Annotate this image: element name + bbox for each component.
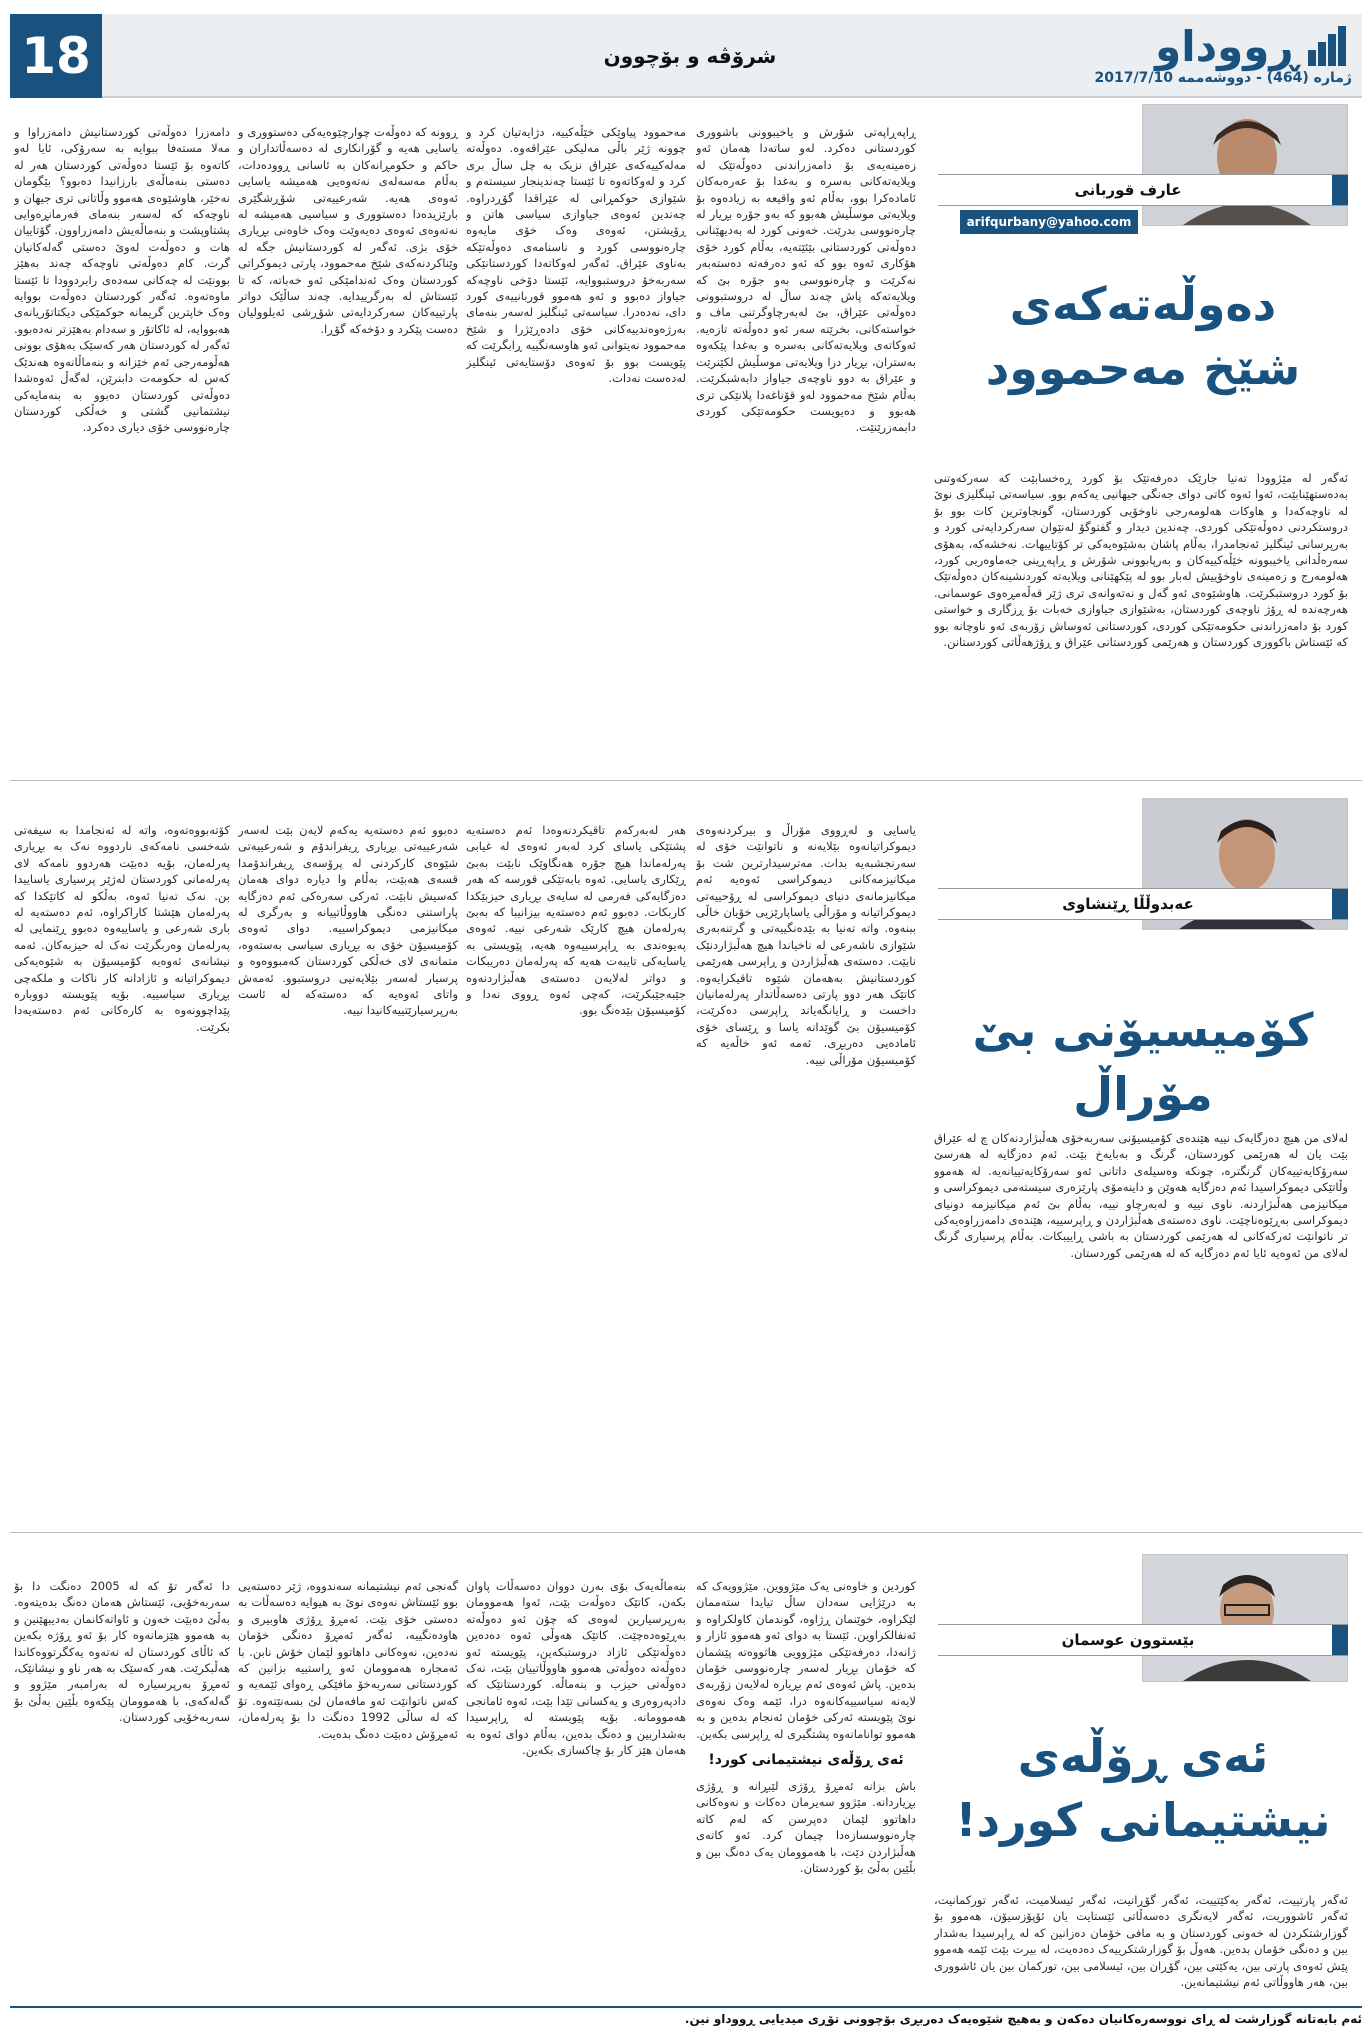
article-3-column-a-text-2: باش بزانە ئەمڕۆ ڕۆژی لێبڕانە و ڕۆژی بڕیاردانە. مێژوو سەیرمان دەکات و نەوەکانی داهاتوو لێمان دەپرسن کە لەم کاتە چارەنووسسازەدا چیمان کرد. ئەو کاتەی هەڵبژاردن دێت، با هەموومان یەک دەنگ بین و بڵێین بەڵێ بۆ کوردستان. [696, 1779, 916, 1876]
headline-1-line-2: شێخ مەحموود [985, 341, 1301, 395]
author-name-2: عەبدوڵڵا ڕێنشاوی [1062, 895, 1194, 913]
article-2-intro: لەلای من هیچ دەزگایەک نییە هێندەی کۆمیسیۆنی سەربەخۆی هەڵبژاردنەکان چ لە عێراق بێت یان لە هەرێمی کوردستان، گرنگ و بەبایەخ بێت. ئەم دەزگایە لە هەرسێ سەرۆکایەتییەکان گرنگترە، چونکە وەسیلەی داتانی ئەو سەرۆکایەتییانەیە. لە هەموو وڵاتێکی دیموکراسیدا ئەم دەزگایە هەوێن و داینەمۆی پارێزەری سیستەمی دیموکراسی و میکانیزمی هەڵبژاردنە. ناوی نییە و لەبەرچاو نییە، بەڵام بێ ئەم میکانیزمە دونیای دیموکراسی بەڕێوەناچێت. ناوی دەستەی هەڵبژاردن و ڕاپرسییە، هێندەی دامەزراوەیەکی تر ناتوانێت ئەرکەکانی لە هەرێمی کوردستان بە باشی ڕاییبکات. بەڵام پرسیاری گرنگ لەلای من ئەوەیە ئایا ئەم دەزگایە کە لە هەرێمی کوردستان. [934, 1131, 1348, 1260]
author-bar-1 [938, 174, 1348, 206]
logo-rays-icon [1304, 22, 1352, 70]
author-marker-icon [1332, 175, 1348, 205]
author-photo-1 [1142, 104, 1348, 226]
author-marker-icon [1332, 889, 1348, 919]
article-2-column-c: دەبوو ئەم دەستەیە یەکەم لایەن بێت لەسەر شەرعییەتی بڕیاری ڕیفراندۆم و شەرعییەتی شێوەی کارکردنی لە پرۆسەی ڕیفراندۆمدا قسەی هەبێت، بەڵام وا دیارە دوای هەمان کەسیش نابێت. ئەرکی سەرەکی ئەم دەزگایە پاراستنی دەنگی هاووڵاتییانە و بەرگری لە میکانیزمی دیموکراسییە. دوای ئەوەی کۆمیسیۆن خۆی بە بڕیاری سیاسی بەستەوە، متمانەی لای خەڵکی کوردستان کەمبووەوە و پرسیار لەسەر بێلایەنیی دروستبوو. ئەمەش واتای ئەوەیە کە دەستەکە لە ئاست بەرپرسیارێتییەکانیدا نییە. [238, 823, 458, 1018]
article-divider-2 [10, 1532, 1362, 1533]
masthead [0, 0, 1372, 104]
section-title: شرۆڤە و بۆچوون [603, 44, 777, 68]
article-3-intro: ئەگەر پارتییت، ئەگەر یەکێتییت، ئەگەر گۆڕانیت، ئەگەر ئیسلامیت، ئەگەر تورکمانیت، ئەگەر ئاشووریت، ئەگەر لایەنگری دەسەڵاتی ئێستایت یان ئۆپۆزسیۆن، هەموو بۆ گوزارشتکردن لە خەونی کوردستان و بە مافی خۆمان دەزانین کە لە ڕاپرسیدا بەشدار بین و دەنگی خۆمان بدەین. هەوڵ بۆ گوزارشتکرییەک دەدەیت، لە بیرت بێت ئێمە هەموو پێش ئەوەی پارتی بین، یەکێتی بین، گۆڕان بین، ئیسلامی بین، تورکمان بین یان ئاشووری بین، هەر هاووڵاتی ئەم نیشتیمانەین. [934, 1893, 1348, 1990]
article-3-column-c: گەنجی ئەم نیشتیمانە سەندووە، ژێر دەستەیی بوو ئێستاش نەوەی نوێ بە هیوایە دەسەڵات بە دەستی خۆی بێت. ئەمڕۆ ڕۆژی هاوبیری و هاودەنگییە، ئەگەر ئەمڕۆ دەنگی خۆمان نەدەین، نەوەکانی داهاتوو لێمان خۆش نابن. با ئەمجارە هەموومان ئەو ڕاستییە بزانین کە کوردستانی سەربەخۆ مافێکی ڕەوای ئێمەیە و کەس ناتوانێت ئەو مافەمان لێ بسەنێتەوە. تۆ کە لە ساڵی 1992 دەنگت دا بۆ پەرلەمان، ئەمڕۆش دەبێت دەنگ بدەیت. [238, 1579, 458, 1741]
author-email-1[interactable]: arifqurbany@yahoo.com [960, 210, 1138, 234]
headline-1 [938, 272, 1348, 400]
article-3-subhead: ئەی ڕۆڵەی نیشتیمانی کورد! [708, 1752, 904, 1769]
article-1-column-a: ڕاپەڕاپەتی شۆرش و یاخیبوونی باشووری کوردستانی دەکرد. لەو ساتەدا هەمان ئەو زەمینەیەی بۆ دامەزراندنی دەوڵەتێک لە ویلایەتەکانی بەسرە و بەغدا بۆ عەرەبەکان ئامادەکرا بوو، بەڵام ئەو واقیعە بە زیادەوە بۆ ویلایەتی موسڵیش هەبوو کە بەو جۆرە بڕیار لە چارەنووسی بدرێت. خەونی کورد لە بەدیهێنانی دەوڵەتی کوردستانی بێئێتەیە، بەڵام کورد خۆی هۆکاری ئەوە بوو کە ئەو دەرفەتە دەستەبەر نەکرێت و چارەنووسی بەو جۆرە بێ کە ویلایەتەکە پاش چەند ساڵ لە دروستبوونی دەوڵەتی عێراق، بێ لەبەرچاوگرتنی ماف و خواستەکانی، بخرێتە سەر ئەو دەوڵەتە تازەیە. ئەوکاتەی ویلایەتەکانی بەسرە و بەغدا پێکەوە بەستران، بڕیار درا ویلایەتی موسڵیش لکێنرێت و عێراق بە دوو ناوچەی جیاواز دابەشبکرێت. بەڵام شێخ مەحموود لەو قۆناغەدا پلانێکی تری هەبوو و دەیویست حکومەتێکی کوردی دابمەزرێنێت. [696, 125, 916, 435]
article-2-column-d: کۆتەبووەتەوە، واتە لە ئەنجامدا بە سیفەتی شەخسی نامەکەی ناردووە نەک بە بڕیاری پەرلەمان، بۆیە دەبێت هەردوو نامەکە لای پەرلەمانی کوردستان لەژێر پرسیاری یاساییدا بن. نەک تەنیا ئەوە، بەڵکو لە کاتێکدا کە پەرلەمان هێشتا کاراکراوە، ئەم دەستەیە لە باری شەرعی و یاساییەوە دەبوو ڕێنمایی لە پەرلەمان وەربگرێت نەک لە حیزبەکان. ئەمە نیشانەی ئەوەیە کۆمیسیۆن بە شێوەیەکی دیموکراتیانە و ئازادانە کار ناکات و ملکەچی بڕیاری سیاسییە. بۆیە پێویستە دووبارە پێداچوونەوە بە کارەکانی ئەم دەستەیەدا بکرێت. [14, 823, 230, 1034]
author-photo-3 [1142, 1554, 1348, 1682]
author-bar-3 [938, 1624, 1348, 1656]
headline-1-line-1: دەوڵەتەکەی [1009, 277, 1277, 331]
headline-2: کۆمیسیۆنی بێ مۆراڵ [972, 1003, 1314, 1121]
page-footer: ئەم بابەتانە گوزارشت لە ڕای نووسەرەکانیان دەکەن و بەهیچ شێوەیەک دەربڕی بۆچوونی تۆڕی میدیایی ڕووداو نین. [10, 2006, 1362, 2030]
rudaw-logo [1155, 20, 1352, 72]
article-1-column-c: ڕوونە کە دەوڵەت چوارچێوەیەکی دەستووری و یاسایی هەیە و گۆرانکاری لە دەسەڵاتداران و حاکم و حکومڕانەکان بە ئاسانی ڕوودەدات، بەڵام مەسەلەی نەتەوەیی هەمیشە یاسایی ئەوەی هەیە. شەرعییەتی شۆڕشگێری بارێزیدەدا دەستووری و سیاسیی هەمیشە لە نەتەوەی ئەوەی دەیەوێت وەک خاوەنی بڕیاری خۆی بژی. ئەگەر لە کوردستانیش جگە لە وێناکردنەکەی شێخ مەحموود، پارتی دیموکراتی کوردستان وەک ئەندامێکی ئەو خەباتە، کە تا ئێستاش لە بەرگرییدایە. چەند ساڵێک دواتر پارتییەکان سەرکردایەتی شۆڕشی ئەیلوولیان دەست پێکرد و دۆخەکە گۆڕا. [238, 125, 458, 336]
author-name-1: عارف قوربانی [1074, 181, 1182, 199]
article-2-column-a: یاسایی و لەڕووی مۆراڵ و بیرکردنەوەی دیموکراتیانەوە بێلایەنە و ناتوانێت خۆی لە سەرنجشبەیە بدات. مەترسیدارترین شت بۆ میکانیزمەکانی دیموکراسی ئەوەیە ئەم میکانیزمانەی دنیای دیموکراسی لە ڕۆحییەتی دیموکراتیانە و مۆراڵی یاساپارێزیی خۆیان خاڵی ببنەوە. واتە تەنیا بە بێدەنگییەتی و گرتنەبەری شێوازی ناشەرعی لە ناخیاندا هیچ هەڵبژاردنێک نابێت. دەستەی هەڵبژاردن و ڕاپرسی هەرێمی کوردستانیش بەهەمان شێوە تاقیکرایەوە. کاتێک هەر دوو پارتی دەسەڵاتدار پەرلەمانیان داخست و ڕایانگەیاند ڕاپرسی دەکرێت، کۆمیسیۆن بێ گوێدانە یاسا و ڕێسای خۆی ئامادەیی دەربڕی. ئەمە ئەو خاڵەیە کە کۆمیسیۆن مۆراڵی نییە. [696, 823, 916, 1067]
article-1-column-d: دامەزرا دەوڵەتی کوردستانیش دامەزراوا و مەلا مستەفا ببوایە بە سەرۆکی، ئایا لەو کاتەوە بۆ ئێستا دەوڵەتی کوردستان هەر لە دەستی بنەماڵەی بارزانیدا دەبوو؟ بێگومان نەخێر، هاوشێوەی هەموو وڵاتانی تری جیهان و ناوچەکە کە لەسەر بنەمای فەرمانڕەوایی پشتاوپشت و بنەماڵەیش دامەزراوون. گۆتاییان هات و دەوڵەت لەوێ دەستی گەلەکانیان گرت. کام دەوڵەتی ناوچەکە چەند بەهێز بوونێت لە چەکانی سەدەی رابردوودا تا ئێستا ماوەتەوە. ئەگەر کوردستان دەوڵەت بووایە وەک خاپترین گریمانە حوکمێکی دیکتاتۆریانەی هەبووایە، لە ئاکاتۆر و سەدام بەهێزتر نەدەبوو. ئەگەر لە کوردستان هەر کەسێک بەهۆی بوونی هەڵومەرجی ئەم خێزانە و بنەماڵانەوە هەندێک کەس لە حکومەت دابنرێن، لەگەڵ ئەوەشدا دەوڵەتی کوردستان دەبوو بە بنەمایەکی نیشتمانیی گشتی و خەڵکی کوردستان چارەنووسی خۆی دیاری دەکرد. [14, 125, 230, 435]
article-1-column-b: مەحموود پیاوێکی خێڵەکییە، دژایەتیان کرد و چوونە ژێر باڵی مەلیکی عێراقەوە. دەوڵەتە مەلەکییەکەی عێراق نزیک بە چل ساڵ بری کرد و لەوکاتەوە تا ئێستا چەندینجار سیستەم و شێوازی حوکمڕانی لە عێراقدا گۆڕدراوە. چەندین ئەوەی جیاوازی سیاسی هاتن و ڕۆیشتن، ئەوەی وەک خۆی مایەوە چارەنووسی کورد و ناسنامەی دەوڵەتێکە بەناوی عێراق. ئەگەر لەوکاتەدا کوردستانێکی سەربەخۆ دروستبووایە، ئێستا دۆخی ناوچەکە جیاواز دەبوو و ئەو هەموو قوربانییەی کورد دای، نەدەدرا. سیاسەتی ئینگلیز لەسەر بنەمای بەرژەوەندییەکانی خۆی دادەڕێژرا و شێخ مەحموود نەیتوانی ئەو هاوسەنگییە ڕابگرێت کە پێویست بوو بۆ ئەوەی دۆستایەتی ئینگلیز لەدەست نەدات. [466, 125, 686, 386]
article-3-column-b: بنەماڵەیەک بۆی بەرن دووان دەسەڵات پاوان بکەن، کاتێک دەوڵەت بێت، ئەوا هەموومان بەرپرسیارین لەوەی کە چۆن ئەو دەوڵەتە بەڕێوەدەچێت. کاتێک هەوڵی ئەوە دەدەین دەوڵەتێکی ئازاد دروستبکەین، پێویستە ئەو دەوڵەتە دەوڵەتی هەموو هاووڵاتییان بێت، نەک دەوڵەتی حیزب و بنەماڵە. کوردستانێک کە دادپەروەری و یەکسانی تێدا بێت، ئەوە ئامانجی هەموومانە. بۆیە پێویستە لە ڕاپرسیدا بەشداربین و دەنگ بدەین، بەڵام دوای ئەوە بە هەمان هێز کار بۆ چاکسازی بکەین. [466, 1579, 686, 1758]
page-number: 18 [10, 14, 102, 98]
article-3-column-a-text: کوردین و خاوەنی یەک مێژووین. مێژوویەک کە بە درێژایی سەدان ساڵ تیایدا ستەممان لێکراوە، خوێنمان ڕژاوە، گوندمان کاولکراوە و ئەنفالکراوین. ئێستا بە دوای ئەو هەموو ئازار و ژانەدا، دەرفەتێکی مێژوویی هاتووەتە پێشمان کە خۆمان بڕیار لەسەر چارەنووسی خۆمان بدەین. پاش ئەوەی ئەم بڕیارە لەلایەن زۆربەی لایەنە سیاسییەکانەوە درا، ئێمە وەک نەوەی نوێ پێویستە ئەرکی خۆمان ئەنجام بدەین و بە هەموو توانامانەوە پشتگیری لە ڕاپرسی بکەین. [696, 1579, 916, 1741]
article-1-intro: ئەگەر لە مێژوودا تەنیا جارێک دەرفەتێک بۆ کورد ڕەخسابێت کە سەرکەوتنی بەدەستهێنابێت، ئەوا ئەوە کاتی دوای جەنگی جیهانیی یەکەم بوو. سیاسەتی ئینگلیزی نوێ لە ناوچەکەدا و هاوکات هەلومەرجی ناوخۆیی کوردستان، گونجاوترین کات بوو بۆ دروستکردنی دەوڵەتێکی کوردی. چەندین دیدار و گفتوگۆ لەنێوان سەرکردایەتی کورد و بەرپرسانی ئینگلیز ئەنجامدرا، بەڵام پاشان بەشێوەیەکی تر کۆتاییهات. نەخشەکە، بەهۆی سەرەڵدانی یاخیبوونە خێڵەکییەکان و بەرپابوونی شۆرش و ڕاپەڕینی جەماوەریی کورد، هەلومەرج و زەمینەی ناوخۆییش لەبار بوو لە پێکهێنانی ویلایەتە کوردنشینەکان دەوڵەتێک بۆ کورد دروستبکرێت. هاوشێوەی ئەو گەل و نەتەوانەی تری ژێر قەڵەمڕەوی عوسمانی. هەرچەندە لە ڕۆژ ناوچەی کوردستان، بەشێوازی جیاوازی خەبات بۆ ڕزگاری و خواستی کورد بۆ دامەزراندنی حکومەتێکی کوردی، کوردستانی ئەوساش زۆربەی ئەو ناوچانە بوو کە ئێستاش باکووری کوردستان و هەرێمی کوردستانی عێراق و ڕۆژهەڵاتی کوردستانن. [934, 471, 1348, 650]
headline-3-line-1: ئەی ڕۆڵەی [1017, 1729, 1269, 1783]
headline-3 [938, 1724, 1348, 1852]
logo-text: ڕووداو [1155, 21, 1298, 71]
article-divider-1 [10, 780, 1362, 781]
issue-info: ژمارە (464) - دووشەممە 2017/7/10 [1094, 70, 1352, 86]
author-name-3: بێستوون عوسمان [1061, 1631, 1195, 1649]
headline-3-line-2: نیشتیمانی کورد! [955, 1793, 1331, 1847]
article-3-column-d: دا ئەگەر تۆ کە لە 2005 دەنگت دا بۆ سەربەخۆیی، ئێستاش هەمان دەنگ بدەیتەوە. بەڵێ دەبێت خەون و ئاواتەکانمان بەدیبهێنین و بە هەموو هێزمانەوە کار بۆ ئەو ڕۆژە بکەین کە ئاڵای کوردستان لە نەتەوە یەکگرتووەکاندا هەڵبکرێت. هەر کەسێک بە هەر ناو و نیشانێک، ئەمڕۆ بەرپرسیارە لە بەرامبەر مێژوو و گەلەکەی، با هەموومان پێکەوە بڵێین بەڵێ بۆ سەربەخۆیی کوردستان. [14, 1579, 230, 1725]
article-2-column-b: هەر لەبەرکەم تاقیکردنەوەدا ئەم دەستەیە پشتێکی یاسای کرد لەبەر ئەوەی لە غیابی پەرلەماندا هیچ جۆرە هەنگاوێک نابێت بەبێ ڕێکاری یاسایی. ئەوە بابەتێکی قورسە کە هەر دەزگایەکی فەرمی لە سایەی بڕیاری حیزبێکدا کاربکات. دەبوو ئەم دەستەیە بیزانیبا کە بەبێ پەرلەمان هیچ کارێک شەرعی نییە. ئەوەی پەیوەندی بە ڕاپرسییەوە هەیە، پێویستی بە یاسایەکی تایبەت هەیە کە پەرلەمان دەریبکات و دواتر لەلایەن دەستەی هەڵبژاردنەوە جێبەجێبکرێت، کەچی ئەوە ڕووی نەدا و کۆمیسیۆن بێدەنگ بوو. [466, 823, 686, 1018]
author-bar-2 [938, 888, 1348, 920]
author-marker-icon [1332, 1625, 1348, 1655]
article-3-column-a [696, 1578, 916, 1996]
